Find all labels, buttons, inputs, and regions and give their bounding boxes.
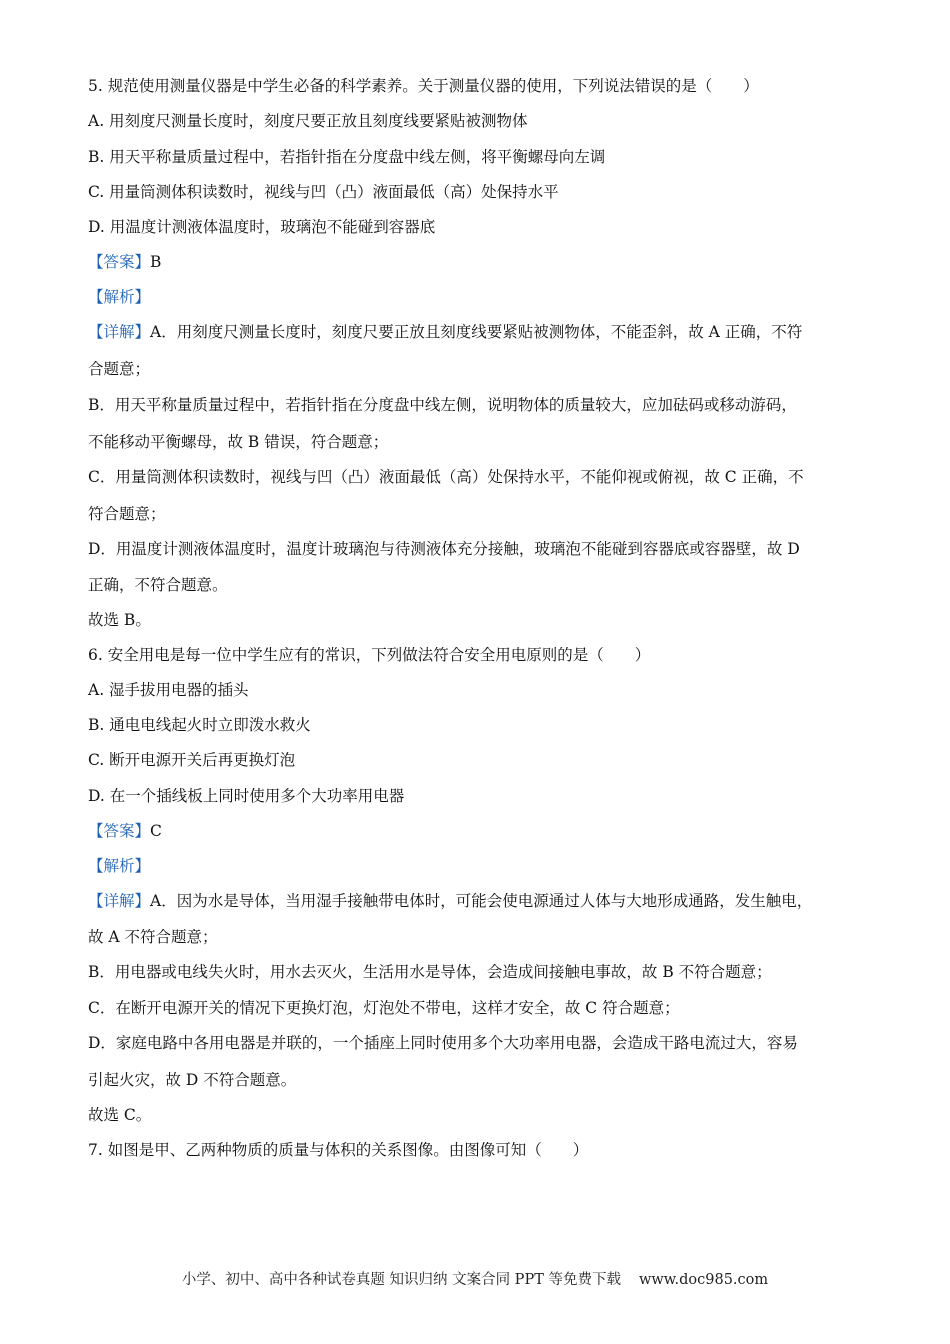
detail-text: A．用刻度尺测量长度时，刻度尺要正放且刻度线要紧贴被测物体，不能歪斜，故 A 正确，不符 xyxy=(150,323,803,341)
question-5-detail-line xyxy=(88,322,802,342)
question-5-option-d: D. 用温度计测液体温度时，玻璃泡不能碰到容器底 xyxy=(88,218,436,236)
question-6-detail-line: 引起火灾，故 D 不符合题意。 xyxy=(88,1071,297,1089)
question-5-analysis-tag xyxy=(88,287,150,307)
analysis-tag: 【解析】 xyxy=(88,288,151,306)
question-5-detail-line: 符合题意； xyxy=(88,505,166,523)
question-6-analysis-tag xyxy=(88,856,150,876)
question-6-option-b: B. 通电电线起火时立即泼水救火 xyxy=(88,716,311,734)
question-5-detail-line: 不能移动平衡螺母，故 B 错误，符合题意； xyxy=(88,433,389,451)
question-5-option-c: C. 用量筒测体积读数时，视线与凹（凸）液面最低（高）处保持水平 xyxy=(88,183,559,201)
answer-value: B xyxy=(150,253,162,271)
analysis-tag: 【解析】 xyxy=(88,857,151,875)
question-6-detail-line: C．在断开电源开关的情况下更换灯泡，灯泡处不带电，这样才安全，故 C 符合题意； xyxy=(88,999,680,1017)
question-6-detail-line: 故 A 不符合题意； xyxy=(88,928,218,946)
question-6-option-c: C. 断开电源开关后再更换灯泡 xyxy=(88,751,296,769)
question-5-option-b: B. 用天平称量质量过程中，若指针指在分度盘中线左侧，将平衡螺母向左调 xyxy=(88,148,606,166)
question-5-detail-line: C．用量筒测体积读数时，视线与凹（凸）液面最低（高）处保持水平，不能仰视或俯视，故 C 正确，不 xyxy=(88,468,804,486)
question-6-detail-line: B．用电器或电线失火时，用水去灭火，生活用水是导体，会造成间接触电事故，故 B 不符合题意； xyxy=(88,963,772,981)
question-6-detail-line xyxy=(88,891,812,911)
question-6-option-a: A. 湿手拔用电器的插头 xyxy=(88,681,249,699)
question-5-option-a: A. 用刻度尺测量长度时，刻度尺要正放且刻度线要紧贴被测物体 xyxy=(88,112,528,130)
question-5-detail-line: B．用天平称量质量过程中，若指针指在分度盘中线左侧，说明物体的质量较大，应加砝码或移动游码， xyxy=(88,396,797,414)
footer-text: 小学、初中、高中各种试卷真题 知识归纳 文案合同 PPT 等免费下载 xyxy=(181,1272,621,1288)
question-5-stem: 5. 规范使用测量仪器是中学生必备的科学素养。关于测量仪器的使用，下列说法错误的是（ ） xyxy=(88,77,759,95)
answer-value: C xyxy=(150,822,162,840)
question-6-answer xyxy=(88,821,162,841)
question-5-answer xyxy=(88,252,161,272)
detail-tag: 【详解】 xyxy=(88,892,151,910)
question-5-detail-line: D．用温度计测液体温度时，温度计玻璃泡与待测液体充分接触，玻璃泡不能碰到容器底或容器壁，故 D xyxy=(88,540,800,558)
question-5-detail-line: 合题意； xyxy=(88,360,151,378)
footer-url[interactable]: www.doc985.com xyxy=(638,1272,769,1288)
question-6-detail-line: D．家庭电路中各用电器是并联的，一个插座上同时使用多个大功率用电器，会造成干路电流过大，容易 xyxy=(88,1034,798,1052)
question-6-conclusion: 故选 C。 xyxy=(88,1106,152,1124)
question-5-detail-line: 正确，不符合题意。 xyxy=(88,576,228,594)
detail-tag: 【详解】 xyxy=(88,323,151,341)
answer-tag: 【答案】 xyxy=(88,822,151,840)
answer-tag: 【答案】 xyxy=(88,253,151,271)
question-6-stem: 6. 安全用电是每一位中学生应有的常识，下列做法符合安全用电原则的是（ ） xyxy=(88,646,651,664)
question-6-option-d: D. 在一个插线板上同时使用多个大功率用电器 xyxy=(88,787,405,805)
question-5-conclusion: 故选 B。 xyxy=(88,611,151,629)
page-footer xyxy=(0,1268,950,1289)
question-7-stem: 7. 如图是甲、乙两种物质的质量与体积的关系图像。由图像可知（ ） xyxy=(88,1141,589,1159)
detail-text: A．因为水是导体，当用湿手接触带电体时，可能会使电源通过人体与大地形成通路，发生触电， xyxy=(150,892,813,910)
